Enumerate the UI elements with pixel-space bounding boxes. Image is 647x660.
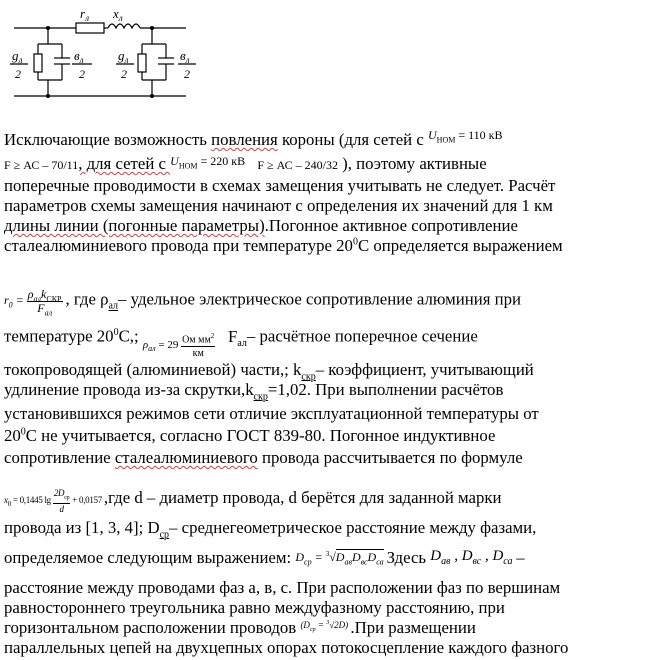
line-4: параметров схемы замещения начинают с определения их значений для 1 км bbox=[4, 196, 553, 215]
line-3: поперечные проводимости в схемах замещения учитывать не следует. Расчёт bbox=[4, 176, 556, 195]
r-label: $r_л$ bbox=[80, 6, 89, 23]
line-19: горизонтальном расположении проводов $^{(D_{ср} = ^3√2D)}$ .При размещении bbox=[4, 618, 476, 637]
formula-f-70: F ≥ АС – 70/11 bbox=[4, 158, 79, 172]
line-15: провода из [1, 3, 4]; $D_{ср}-$ среднегеометрическое расстояние между фазами, bbox=[4, 518, 537, 541]
line-14: $x_0 = 0,1445$ lg $\frac{2D_{ср}}{d}$ + 0,0157 ,где d – диаметр провода, d берётся для заданной марки bbox=[4, 488, 502, 514]
line-5: длины линии (погонные параметры).Погонное активное сопротивление bbox=[4, 216, 518, 235]
left-conductance-symbol bbox=[34, 54, 42, 72]
b-right-den: 2 bbox=[184, 67, 190, 81]
g-right-label: $g_л$ bbox=[118, 48, 129, 65]
right-conductance-symbol bbox=[138, 54, 146, 72]
formula-dcp: $D_{ср} = ^3√D_{ав}D_{вс}D_{са}$ bbox=[295, 550, 384, 567]
formula-dab: $D_{ав}$ , $D_{вс}$ , $D_{са}$ bbox=[430, 548, 513, 567]
line-12: $20^0С$ не учитывается, согласно ГОСТ 839-80. Погонное индуктивное bbox=[4, 426, 496, 445]
g-right-den: 2 bbox=[121, 67, 127, 81]
line-11: установившихся режимов сети отличие эксплуатационной температуры от bbox=[4, 404, 539, 423]
line-18: равностороннего треугольника равно междуфазному расстоянию, при bbox=[4, 598, 505, 617]
x-label: $x_л$ bbox=[113, 6, 123, 23]
b-left-label: $в_л$ bbox=[74, 48, 84, 65]
resistor-symbol bbox=[76, 23, 104, 33]
line-20: параллельных цепей на двухцепных опорах потокосцепление каждого фазного bbox=[4, 638, 569, 657]
formula-rho: ρал = 29 Ом мм2 км bbox=[142, 332, 215, 360]
line-10: удлинение провода из-за $скрутки,k_{скр}=1,02$. При выполнении расчётов bbox=[4, 380, 504, 403]
formula-x0: $x_0 = 0,1445$ lg $\frac{2D_{ср}}{d}$ + 0,0157 bbox=[4, 488, 102, 514]
line-16: определяемое следующим выражением: $D_{ср} = ^3√D_{ав}D_{вс}D_{са}$ Здесь $D_{ав}$ , $D_{вс}$ , $D_{са}$ – bbox=[4, 548, 525, 567]
b-right-label: $в_л$ bbox=[180, 48, 190, 65]
equivalent-circuit-diagram bbox=[0, 0, 230, 112]
line-1: Исключающие возможность повления короны (для сетей с $^{U_{НОМ} = 110 кВ}$ bbox=[4, 128, 503, 149]
g-left-label: $g_л$ bbox=[12, 48, 23, 65]
formula-horizontal: (Dср = 3√2D) bbox=[300, 620, 349, 633]
line-9: токопроводящей (алюминиевой) части,; $k_{скр}-$ коэффициент, учитывающий bbox=[4, 360, 534, 383]
line-2: F ≥ АС – 70/11, для сетей с $^{U_{НОМ} = 220 кВ}$ F ≥ АС – 240/32 ), поэтому активные bbox=[4, 154, 487, 173]
line-8: температуре $20^0С$,; $_{\rho_{ал} = 29 \frac{Ом мм^2}{км}}$ $F_{ал}-$ расчётное поперечное сечение bbox=[4, 326, 478, 360]
inductor-symbol bbox=[108, 24, 140, 28]
b-left-den: 2 bbox=[79, 67, 85, 81]
line-7: $r_0$ = $\frac{\rho_{ал}k_{СКР}}{F_{ал}}$ , где $\rho_{ал}-$ удельное электрическое сопротивление алюминия при bbox=[4, 287, 521, 318]
formula-u-110: UНОМ = 110 кВ bbox=[428, 128, 503, 145]
g-left-den: 2 bbox=[15, 67, 21, 81]
formula-f-240: F ≥ АС – 240/32 bbox=[257, 158, 338, 172]
formula-r0: $r_0$ = $\frac{\rho_{ал}k_{СКР}}{F_{ал}}$ bbox=[4, 287, 62, 318]
line-17: расстояние между проводами фаз а, в, с. При расположении фаз по вершинам bbox=[4, 578, 561, 597]
formula-u-220: UНОМ = 220 кВ bbox=[170, 154, 246, 171]
line-13: сопротивление сталеалюминиевого провода рассчитывается по формуле bbox=[4, 448, 523, 467]
line-6: сталеалюминиевого провода при температуре $20^0С$ определяется выражением bbox=[4, 236, 563, 255]
